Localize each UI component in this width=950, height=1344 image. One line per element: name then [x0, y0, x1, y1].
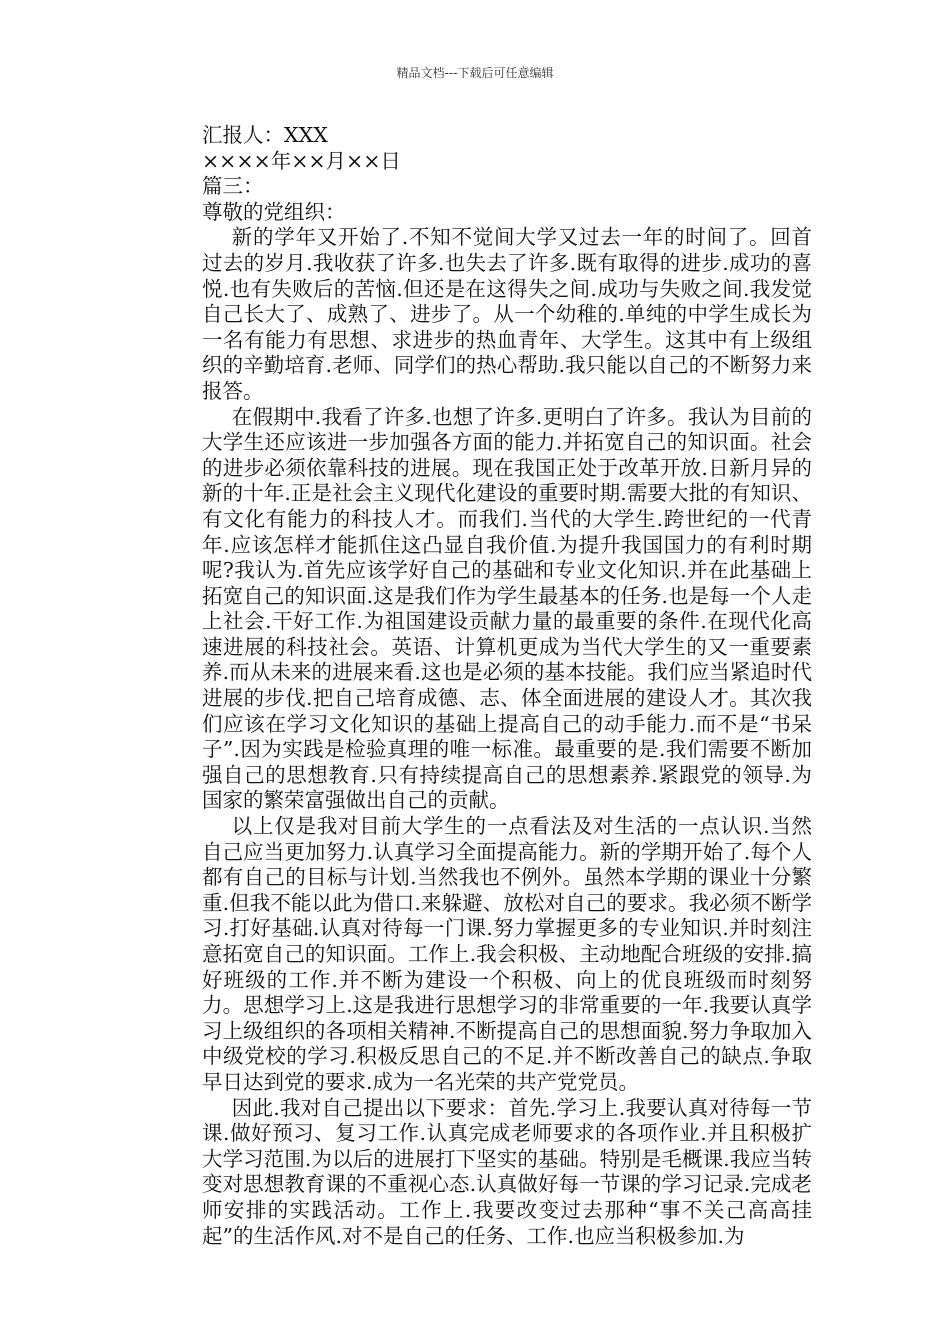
paragraph-4: 因此.我对自己提出以下要求：首先.学习上.我要认真对待每一节课.做好预习、复习工作.认真完成老师要求的各项作业.并且积极扩大学习范围.为以后的进展打下坚实的基础。特别是毛概课.我应当转变对思想教育课的不重视心态.认真做好每一节课的学习记录.完成老师安排的实践活动。工作上.我要改变过去那种“事不关己高高挂起”的生活作风.对不是自己的任务、工作.也应当积极参加.为 [202, 1095, 812, 1248]
paragraph-1: 新的学年又开始了.不知不觉间大学又过去一年的时间了。回首过去的岁月.我收获了许多.也失去了许多.既有取得的进步.成功的喜悦.也有失败后的苦恼.但还是在这得失之间.成功与失败之间.我发觉自己长大了、成熟了、进步了。从一个幼稚的.单纯的中学生成长为一名有能力有思想、求进步的热血青年、大学生。这其中有上级组织的辛勤培育.老师、同学们的热心帮助.我只能以自己的不断努力来报答。 [202, 225, 812, 403]
salutation: 尊敬的党组织： [202, 199, 346, 224]
section-title: 篇三： [202, 174, 264, 199]
reporter-line: 汇报人：XXX [202, 123, 328, 147]
date-line: ××××年××月××日 [202, 148, 401, 173]
paragraph-2: 在假期中.我看了许多.也想了许多.更明白了许多。我认为目前的大学生还应该进一步加强各方面的能力.并拓宽自己的知识面。社会的进步必须依靠科技的进展。现在我国正处于改革开放.日新月异的新的十年.正是社会主义现代化建设的重要时期.需要大批的有知识、有文化有能力的科技人才。而我们.当代的大学生.跨世纪的一代青年.应该怎样才能抓住这凸显自我价值.为提升我国国力的有利时期呢?我认为.首先应该学好自己的基础和专业文化知识.并在此基础上拓宽自己的知识面.这是我们作为学生最基本的任务.也是每一个人走上社会.干好工作.为祖国建设贡献力量的最重要的条件.在现代化高速进展的科技社会。英语、计算机更成为当代大学生的又一重要素养.而从未来的进展来看.这也是必须的基本技能。我们应当紧追时代进展的步伐.把自己培育成德、志、体全面进展的建设人才。其次我们应该在学习文化知识的基础上提高自己的动手能力.而不是“书呆子”.因为实践是检验真理的唯一标准。最重要的是.我们需要不断加强自己的思想教育.只有持续提高自己的思想素养.紧跟党的领导.为国家的繁荣富强做出自己的贡献。 [202, 404, 812, 813]
paragraph-3: 以上仅是我对目前大学生的一点看法及对生活的一点认识.当然自己应当更加努力.认真学习全面提高能力。新的学期开始了.每个人都有自己的目标与计划.当然我也不例外。虽然本学期的课业十分繁重.但我不能以此为借口.来躲避、放松对自己的要求。我必须不断学习.打好基础.认真对待每一门课.努力掌握更多的专业知识.并时刻注意拓宽自己的知识面。工作上.我会积极、主动地配合班级的安排.搞好班级的工作.并不断为建设一个积极、向上的优良班级而时刻努力。思想学习上.这是我进行思想学习的非常重要的一年.我要认真学习上级组织的各项相关精神.不断提高自己的思想面貌.努力争取加入中级党校的学习.积极反思自己的不足.并不断改善自己的缺点.争取早日达到党的要求.成为一名光荣的共产党党员。 [202, 814, 812, 1094]
document-body [202, 123, 812, 1249]
page-header: 精品文档---下载后可任意编辑 [396, 66, 554, 80]
